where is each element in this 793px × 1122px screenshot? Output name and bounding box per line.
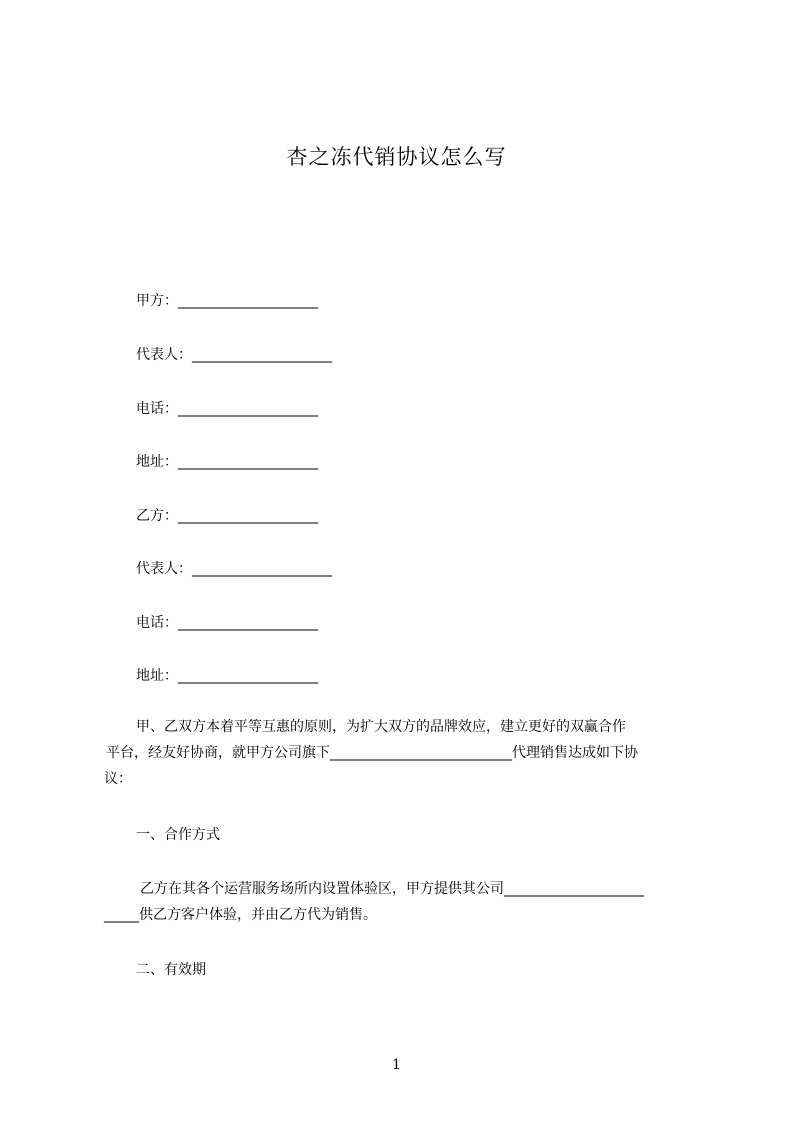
section-1-heading: 一、合作方式 <box>136 827 220 843</box>
party-b-phone-label: 电话： <box>136 615 178 631</box>
party-a-representative-blank: ____________________ <box>192 347 332 363</box>
intro-line-3: 议： <box>104 771 132 787</box>
party-a-blank: ____________________ <box>178 293 318 309</box>
section-2-heading: 二、有效期 <box>136 962 206 978</box>
page-number: 1 <box>392 1057 401 1073</box>
party-b-phone-field <box>136 613 318 633</box>
intro-paragraph <box>104 714 704 792</box>
party-a-phone-blank: ____________________ <box>178 401 318 417</box>
party-a-address-field <box>136 452 318 472</box>
party-a-phone-label: 电话： <box>136 401 178 417</box>
section-1-line-2: _____供乙方客户体验，并由乙方代为销售。 <box>104 907 377 923</box>
party-b-representative-field <box>136 559 332 579</box>
party-b-label: 乙方： <box>136 508 178 524</box>
party-b-representative-label: 代表人： <box>136 561 192 577</box>
section-1-line-1: 乙方在其各个运营服务场所内设置体验区，甲方提供其公司____________________ <box>140 881 644 897</box>
party-a-field <box>136 291 318 311</box>
party-b-address-label: 地址： <box>136 668 178 684</box>
party-b-phone-blank: ____________________ <box>178 615 318 631</box>
section-1-paragraph <box>104 876 704 928</box>
intro-line-1: 甲、乙双方本着平等互惠的原则，为扩大双方的品牌效应，建立更好的双赢合作 <box>136 719 626 735</box>
party-b-field <box>136 506 318 526</box>
intro-line-2: 平台，经友好协商，就甲方公司旗下__________________________代理销售达成如下协 <box>106 745 638 761</box>
party-a-address-label: 地址： <box>136 454 178 470</box>
party-a-phone-field <box>136 399 318 419</box>
party-b-representative-blank: ____________________ <box>192 561 332 577</box>
party-a-representative-label: 代表人： <box>136 347 192 363</box>
party-a-representative-field <box>136 345 332 365</box>
party-b-blank: ____________________ <box>178 508 318 524</box>
party-b-address-field <box>136 666 318 686</box>
party-b-address-blank: ____________________ <box>178 668 318 684</box>
party-a-address-blank: ____________________ <box>178 454 318 470</box>
document-title: 杏之冻代销协议怎么写 <box>286 145 507 169</box>
party-a-label: 甲方： <box>136 293 178 309</box>
